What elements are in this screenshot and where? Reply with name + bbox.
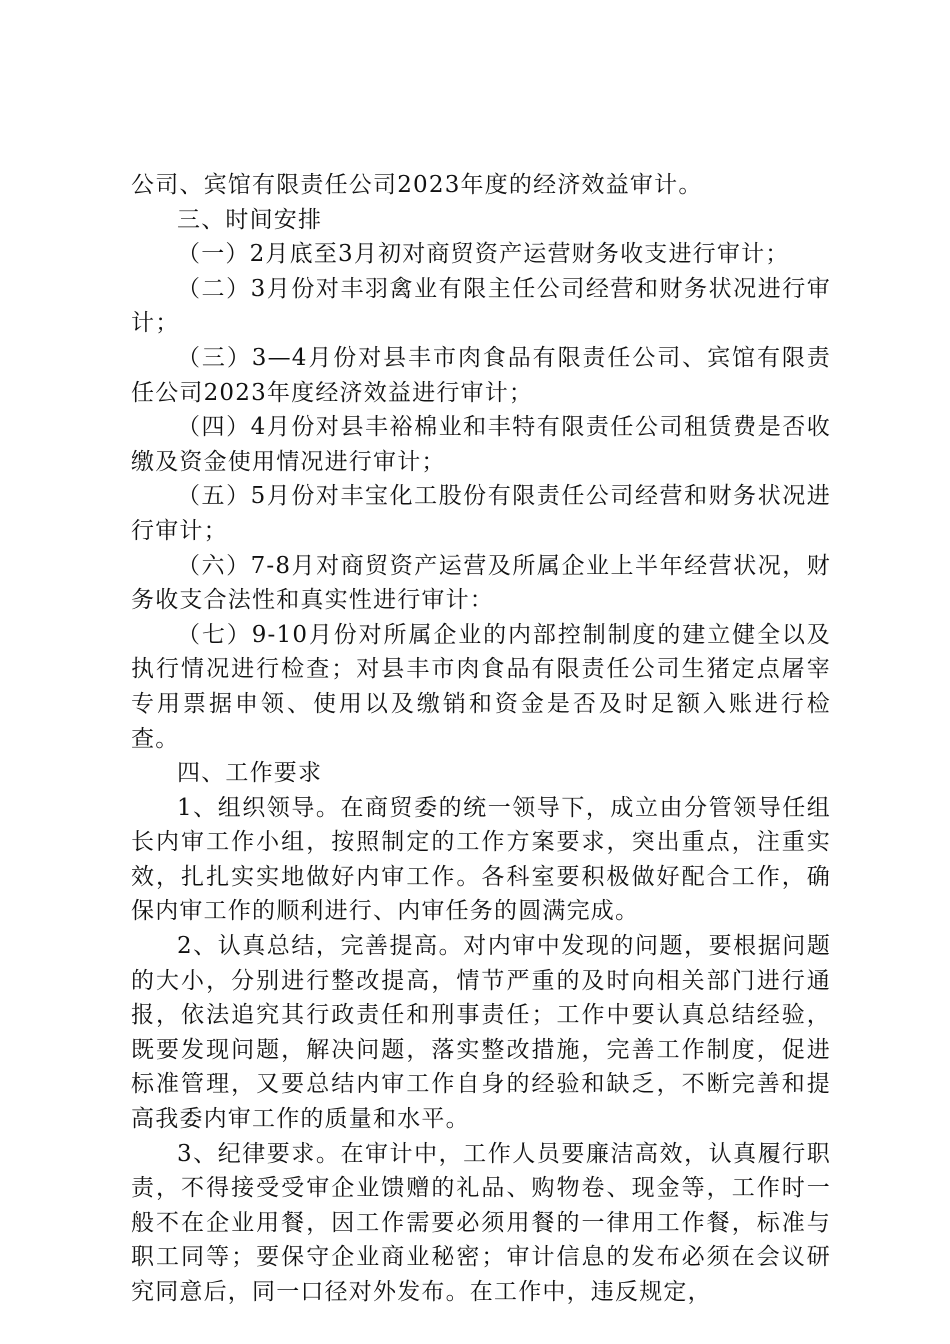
schedule-item-5: （五）5月份对丰宝化工股份有限责任公司经营和财务状况进行审计； [131, 483, 831, 544]
schedule-item-1: （一）2月底至3月初对商贸资产运营财务收支进行审计； [177, 241, 790, 268]
schedule-item-6: （六）7-8月对商贸资产运营及所属企业上半年经营状况，财务收支合法性和真实性进行审计： [131, 552, 831, 614]
schedule-item-4: （四）4月份对县丰裕棉业和丰特有限责任公司租赁费是否收缴及资金使用情况进行审计； [131, 414, 831, 475]
schedule-item-7: （七）9-10月份对所属企业的内部控制制度的建立健全以及执行情况进行检查；对县丰市肉食品有限责任公司生猪定点屠宰专用票据申领、使用以及缴销和资金是否及时足额入账进行检查。 [131, 621, 831, 752]
requirement-1: 1、组织领导。在商贸委的统一领导下，成立由分管领导任组长内审工作小组，按照制定的工作方案要求，突出重点，注重实效，扎扎实实地做好内审工作。各科室要积极做好配合工作，确保内审工作的顺利进行、内审任务的圆满完成。 [131, 794, 831, 925]
section-heading-requirements: 四、工作要求 [177, 760, 323, 787]
requirement-3: 3、纪律要求。在审计中，工作人员要廉洁高效，认真履行职责，不得接受受审企业馈赠的礼品、购物卷、现金等，工作时一般不在企业用餐，因工作需要必须用餐的一律用工作餐，标准与职工同等；要保守企业商业秘密；审计信息的发布必须在会议研究同意后，同一口径对外发布。在工作中，违反规定， [131, 1140, 831, 1305]
requirement-2: 2、认真总结，完善提高。对内审中发现的问题，要根据问题的大小，分别进行整改提高，情节严重的及时向相关部门进行通报，依法追究其行政责任和刑事责任；工作中要认真总结经验，既要发现问题，解决问题，落实整改措施，完善工作制度，促进标准管理，又要总结内审工作自身的经验和缺乏，不断完善和提高我委内审工作的质量和水平。 [131, 933, 831, 1133]
section-heading-schedule: 三、时间安排 [177, 206, 323, 233]
schedule-item-2: （二）3月份对丰羽禽业有限主任公司经营和财务状况进行审计； [131, 275, 831, 337]
paragraph-continuation: 公司、宾馆有限责任公司2023年度的经济效益审计。 [131, 172, 703, 198]
document-body [131, 168, 831, 1310]
schedule-item-3: （三）3—4月份对县丰市肉食品有限责任公司、宾馆有限责任公司2023年度经济效益进行审计； [131, 344, 831, 406]
